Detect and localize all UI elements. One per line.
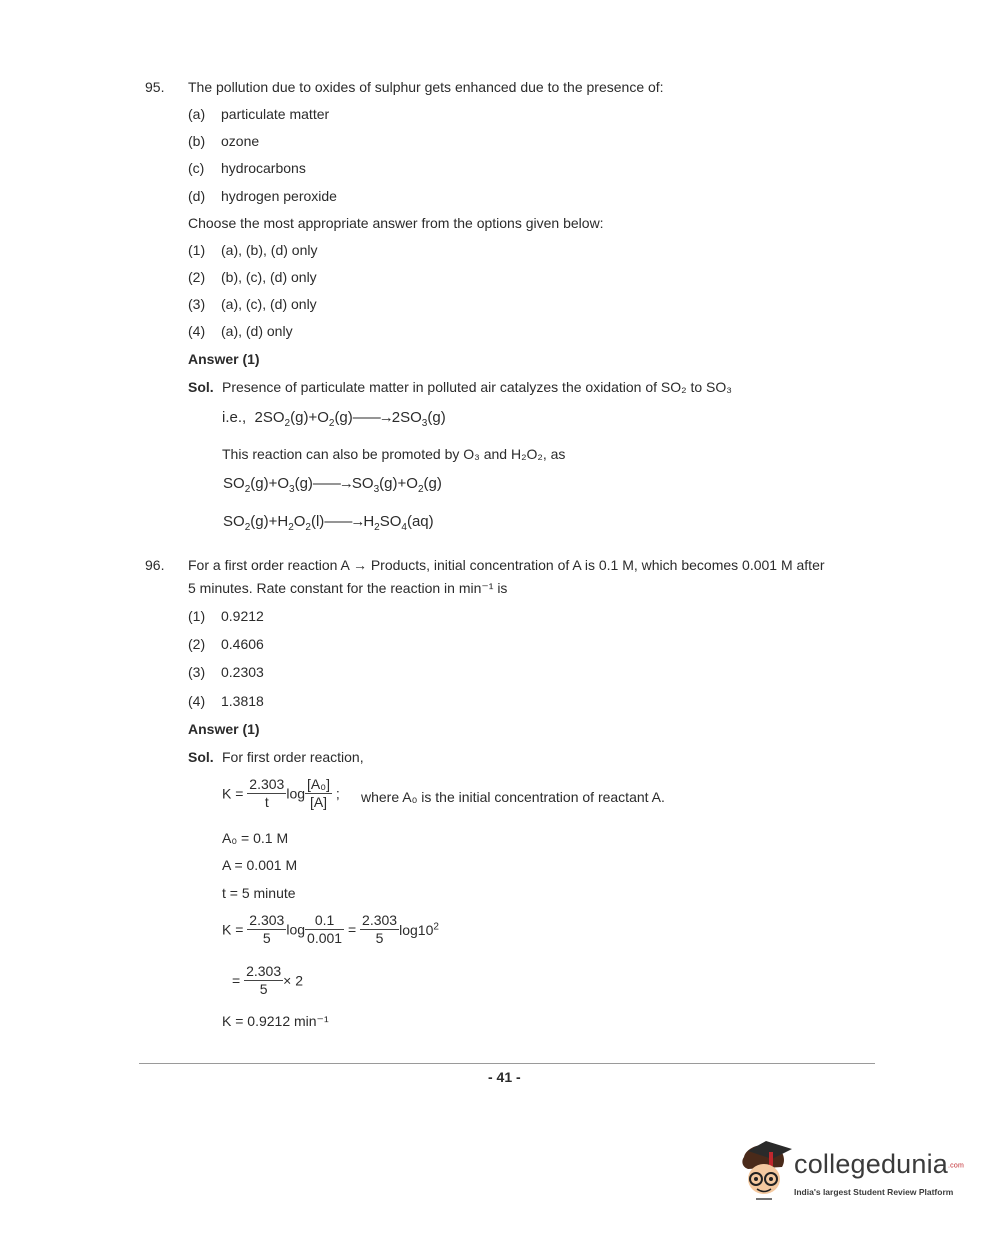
k-lhs: K = [222,921,244,938]
option-label: (1) [188,242,206,258]
frac-numerator: 2.303 [249,912,285,928]
k-lhs: K = [222,785,244,802]
item-text: hydrogen peroxide [221,188,337,204]
option-text: (b), (c), (d) only [221,269,317,285]
equation-oxidation: i.e., $2SO_2(g)+O_2(g)——\to 2SO_3(g)$ [222,409,446,429]
item-label: (a) [188,106,206,122]
separator: ; [335,785,340,802]
option-label: (2) [188,636,206,652]
answer: Answer (1) [188,351,260,367]
option-text: (a), (b), (d) only [221,242,318,258]
frac-denominator: 0.001 [307,930,343,946]
mascot-icon [736,1139,796,1209]
question-number: 96. [145,557,165,573]
logo-com: .com [948,1162,965,1170]
item-text: hydrocarbons [221,160,306,176]
solution-text: Presence of particulate matter in polluted air catalyzes the oxidation of SO₂ to SO₃ [222,379,732,395]
question-number: 95. [145,79,165,95]
frac-denominator: t [264,794,269,810]
calc-line-2 [232,963,303,998]
solution-label: Sol. [188,749,214,765]
frac-denominator: 5 [259,981,268,997]
where-text: where A₀ is the initial concentration of reactant A. [361,789,665,805]
equals: = [347,921,357,938]
promote-text: This reaction can also be promoted by O₃ and H₂O₂, as [222,446,566,462]
frac-numerator: 2.303 [246,963,282,979]
collegedunia-logo [736,1139,966,1209]
answer: Answer (1) [188,721,260,737]
final-result: K = 0.9212 min⁻¹ [222,1013,329,1029]
option-label: (2) [188,269,206,285]
frac-denominator: 5 [262,930,271,946]
logo-tagline: India's largest Student Review Platform [794,1187,954,1197]
question-text: The pollution due to oxides of sulphur gets enhanced due to the presence of: [188,79,664,95]
multiplier: × 2 [283,972,303,989]
logo-wordmark [794,1149,964,1180]
item-label: (c) [188,160,205,176]
option-label: (4) [188,323,206,339]
question-text-line2: 5 minutes. Rate constant for the reaction in min⁻¹ is [188,580,508,596]
item-text: ozone [221,133,260,149]
frac-numerator: 2.303 [249,776,285,792]
item-label: (d) [188,188,206,204]
log-label: log [286,785,306,802]
frac-numerator: 0.1 [305,912,344,930]
option-text: (a), (d) only [221,323,293,339]
given-value: A₀ = 0.1 M [222,830,289,846]
item-label: (b) [188,133,206,149]
frac-numerator: [A₀] [307,776,330,792]
logo-name: collegedunia [794,1149,949,1179]
option-text: 0.2303 [221,664,264,680]
given-value: t = 5 minute [222,885,296,901]
question-text-line1: For a first order reaction A → Products, initial concentration of A is 0.1 M, which becomes 0.001 M after [188,557,825,573]
equals: = [232,972,241,989]
option-label: (3) [188,664,206,680]
ie-label: i.e., [222,409,247,426]
choose-instruction: Choose the most appropriate answer from the options given below: [188,215,604,231]
option-label: (4) [188,693,206,709]
exponent: 2 [433,921,439,933]
equation-ozone: $SO_2(g)+O_3(g)——\to SO_3(g)+O_2(g)$ [223,475,442,495]
option-text: 0.9212 [221,608,264,624]
footer-divider [139,1063,875,1064]
option-text: 1.3818 [221,693,264,709]
calc-line-1 [222,912,439,947]
frac-denominator: 5 [375,930,384,946]
solution-label: Sol. [188,379,214,395]
solution-text: For first order reaction, [222,749,364,765]
item-text: particulate matter [221,106,330,122]
option-label: (1) [188,608,206,624]
option-label: (3) [188,296,206,312]
frac-numerator: 2.303 [362,912,398,928]
log10-label: log10 [399,921,434,938]
log-label: log [286,921,306,938]
page-number: - 41 - [488,1069,521,1085]
option-text: 0.4606 [221,636,264,652]
option-text: (a), (c), (d) only [221,296,317,312]
frac-denominator: [A] [309,794,328,810]
equation-peroxide: $SO_2(g)+H_2O_2(l)——\to H_2SO_4(aq)$ [223,513,434,533]
rate-constant-formula [222,776,340,811]
given-value: A = 0.001 M [222,857,298,873]
